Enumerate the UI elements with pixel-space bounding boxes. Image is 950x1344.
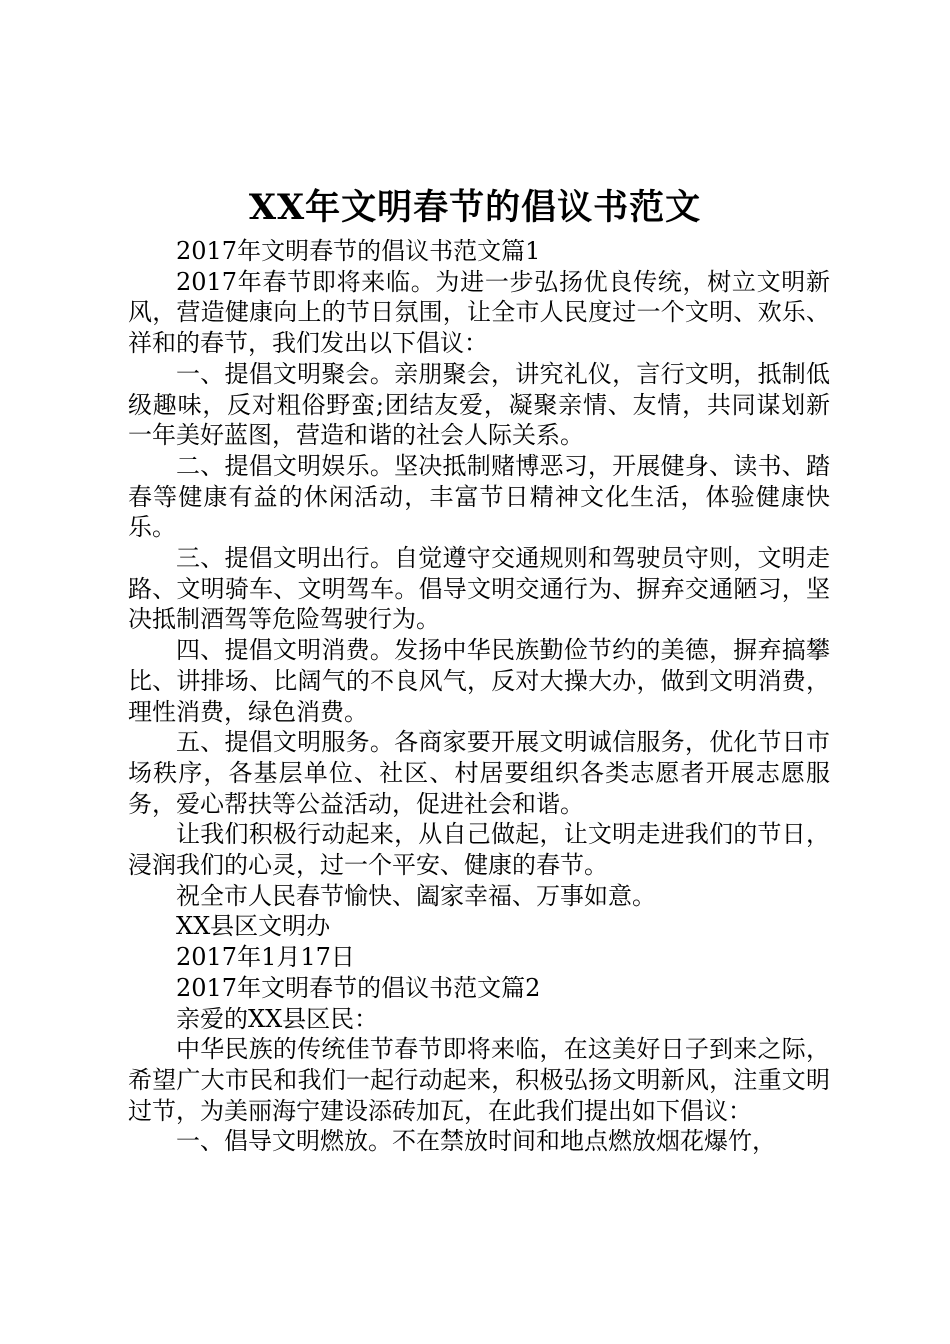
paragraph-blessing: 祝全市人民春节愉快、阖家幸福、万事如意。 <box>176 881 656 910</box>
document-title: XX年文明春节的倡议书范文 <box>248 187 702 228</box>
paragraph-item-3: 三、提倡文明出行。自觉遵守交通规则和驾驶员守则，文明走路、文明骑车、文明驾车。倡导文明交通行为、摒弃交通陋习，坚决抵制酒驾等危险驾驶行为。 <box>128 544 830 634</box>
paragraph-item-4: 四、提倡文明消费。发扬中华民族勤俭节约的美德，摒弃搞攀比、讲排场、比阔气的不良风气，反对大操大办，做到文明消费，理性消费，绿色消费。 <box>128 636 830 726</box>
paragraph-item-2-1: 一、倡导文明燃放。不在禁放时间和地点燃放烟花爆竹， <box>176 1127 776 1156</box>
paragraph-signature: XX县区文明办 <box>176 912 331 941</box>
paragraph-item-5: 五、提倡文明服务。各商家要开展文明诚信服务，优化节日市场秩序，各基层单位、社区、村居要组织各类志愿者开展志愿服务，爱心帮扶等公益活动，促进社会和谐。 <box>128 728 830 818</box>
paragraph-intro-2: 中华民族的传统佳节春节即将来临，在这美好日子到来之际，希望广大市民和我们一起行动起来，积极弘扬文明新风，注重文明过节，为美丽海宁建设添砖加瓦，在此我们提出如下倡议： <box>128 1035 830 1125</box>
paragraph-call-to-action: 让我们积极行动起来，从自己做起，让文明走进我们的节日，浸润我们的心灵，过一个平安、健康的春节。 <box>128 820 830 880</box>
paragraph-heading-2: 2017年文明春节的倡议书范文篇2 <box>176 973 541 1002</box>
paragraph-item-1: 一、提倡文明聚会。亲朋聚会，讲究礼仪，言行文明，抵制低级趣味，反对粗俗野蛮;团结友爱，凝聚亲情、友情，共同谋划新一年美好蓝图，营造和谐的社会人际关系。 <box>128 359 830 450</box>
paragraph-intro: 2017年春节即将来临。为进一步弘扬优良传统，树立文明新风，营造健康向上的节日氛围，让全市人民度过一个文明、欢乐、祥和的春节，我们发出以下倡议： <box>128 267 830 358</box>
document-body <box>128 236 830 1157</box>
paragraph-heading-1: 2017年文明春节的倡议书范文篇1 <box>176 237 541 265</box>
paragraph-date: 2017年1月17日 <box>176 943 355 972</box>
paragraph-salutation: 亲爱的XX县区民： <box>176 1004 379 1033</box>
paragraph-item-2: 二、提倡文明娱乐。坚决抵制赌博恶习，开展健身、读书、踏春等健康有益的休闲活动，丰富节日精神文化生活，体验健康快乐。 <box>128 451 830 542</box>
